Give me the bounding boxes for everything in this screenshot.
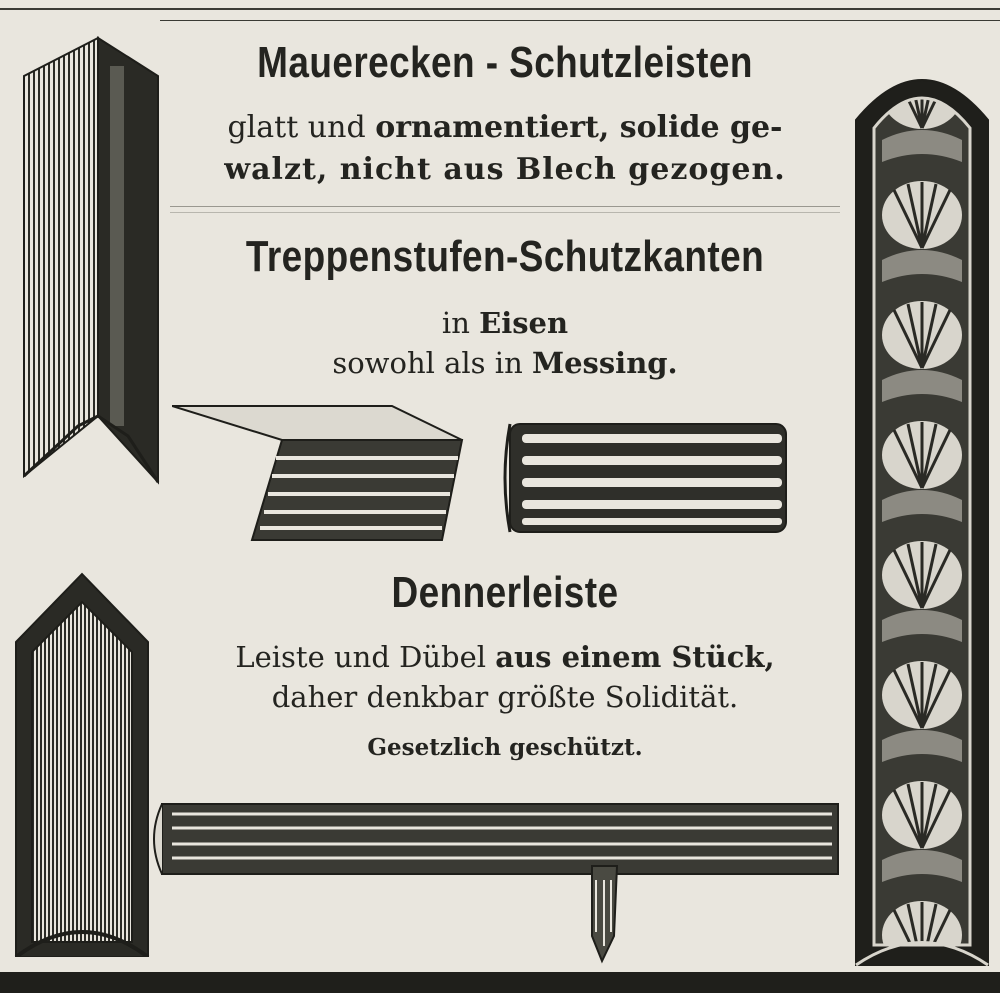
- section3-line3: Gesetzlich geschützt.: [367, 734, 643, 761]
- section2-line1-pre: in: [441, 306, 480, 340]
- section-divider: [170, 206, 840, 207]
- stair-nosing-illustration-right: [500, 420, 790, 540]
- section3-line1-pre: Leiste und Dübel: [235, 640, 496, 674]
- section1-line2: walzt, nicht aus Blech gezogen.: [224, 152, 786, 187]
- heading-treppenstufen: Treppenstufen-Schutzkanten: [245, 232, 765, 281]
- section2-line1: [170, 306, 840, 340]
- section3-line1: [160, 640, 850, 674]
- dennerleiste-illustration: [152, 796, 842, 966]
- section3-line1-bold: aus einem Stück,: [495, 640, 775, 674]
- heading-mauerecken: Mauerecken - Schutzleisten: [257, 38, 753, 87]
- section2-line2-bold: Messing.: [531, 346, 678, 380]
- section1-line1-bold: ornamentiert, solide ge-: [375, 110, 783, 145]
- section2-line2: [170, 346, 840, 380]
- corner-guard-illustration-top: [18, 36, 168, 486]
- stair-nosing-illustration-left: [172, 400, 472, 550]
- section1-line1-pre: glatt und: [227, 110, 376, 145]
- section-divider-2: [170, 212, 840, 213]
- section2-line1-bold: Eisen: [479, 306, 569, 340]
- heading-dennerleiste: Dennerleiste: [391, 568, 619, 617]
- section2-line2-pre: sowohl als in: [332, 346, 532, 380]
- section1-line1: [170, 110, 840, 145]
- ornamented-strip-illustration: [852, 50, 992, 970]
- bottom-rule: [0, 972, 1000, 993]
- corner-guard-illustration-bottom: [12, 572, 152, 957]
- top-rule-thin: [160, 20, 1000, 21]
- section3-line2: daher denkbar größte Solidität.: [271, 680, 739, 714]
- top-rule: [0, 8, 1000, 10]
